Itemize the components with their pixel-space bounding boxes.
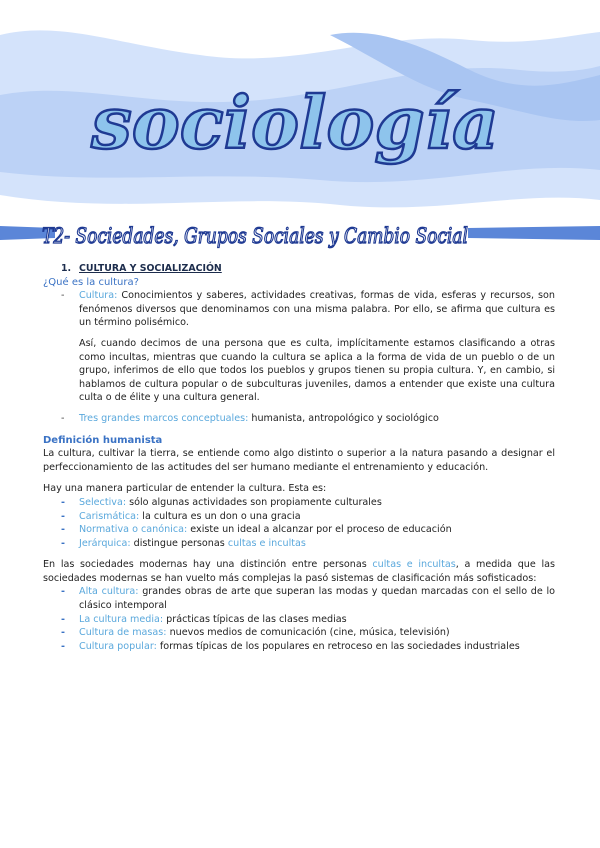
- list-item: [43, 640, 555, 654]
- modernas-text-pre: En las sociedades modernas hay una distinción entre personas: [43, 559, 373, 571]
- term: La cultura media:: [79, 613, 164, 625]
- title-sociologia: sociología: [91, 80, 499, 165]
- dash-bullet: -: [61, 640, 65, 652]
- dash-bullet: -: [61, 586, 65, 598]
- dash-bullet: -: [61, 412, 65, 424]
- term: Selectiva:: [79, 496, 127, 508]
- term-description: prácticas típicas de las clases medias: [163, 613, 347, 625]
- modernas-list: [43, 585, 555, 653]
- list-item: [43, 585, 555, 612]
- term: Cultura popular:: [79, 640, 157, 652]
- term-description: nuevos medios de comunicación (cine, música, televisión): [166, 627, 450, 639]
- manera-intro: Hay una manera particular de entender la cultura. Esta es:: [43, 483, 327, 495]
- list-item: [43, 626, 555, 640]
- definicion-paragraph: La cultura, cultivar la tierra, se entiende como algo distinto o superior a la natura pasando a designar el perfeccionamiento de las actitudes del ser humano mediante el entrenamiento y educación.: [43, 448, 555, 473]
- dash-bullet: -: [61, 510, 65, 522]
- term: Cultura de masas:: [79, 627, 167, 639]
- subtitle: T2- Sociedades, Grupos Sociales y Cambio Social: [42, 224, 468, 248]
- term-description: sólo algunas actividades son propiamente culturales: [126, 496, 382, 508]
- term-highlight: cultas e incultas: [227, 537, 306, 549]
- dash-bullet: -: [61, 613, 65, 625]
- dash-bullet: -: [61, 627, 65, 639]
- list-item: [43, 510, 555, 524]
- dash-bullet: -: [61, 537, 65, 549]
- list-item: [43, 289, 555, 330]
- term: Tres grandes marcos conceptuales:: [79, 412, 249, 424]
- list-item: [43, 523, 555, 537]
- definicion-heading: Definición humanista: [43, 434, 163, 446]
- term-description: distingue personas: [130, 537, 228, 549]
- term: Cultura:: [79, 290, 118, 302]
- modernas-text-post: , a medida que las sociedades modernas se han vuelto más complejas la pasó sistemas de clasificación más sofisticados:: [43, 559, 555, 584]
- term-description: humanista, antropológico y sociológico: [248, 412, 439, 424]
- list-item: [43, 496, 555, 510]
- term: Carismática:: [79, 510, 140, 522]
- document-body: [43, 262, 555, 653]
- section-number: 1.: [61, 263, 72, 274]
- term-description: la cultura es un don o una gracia: [139, 510, 301, 522]
- dash-bullet: -: [61, 524, 65, 536]
- list-item: [43, 537, 555, 551]
- list-item: [43, 613, 555, 627]
- term: Normativa o canónica:: [79, 524, 188, 536]
- dash-bullet: -: [61, 496, 65, 508]
- term: Jerárquica:: [79, 537, 131, 549]
- list-item: [43, 412, 555, 426]
- modernas-highlight: cultas e incultas: [372, 559, 456, 571]
- cultura-paragraph: Así, cuando decimos de una persona que es culta, implícitamente estamos clasificando a otras como incultas, mientras que cuando la cultura se aplica a la forma de vida de un pueblo o de un grupo, inferimos de ello que todos los pueblos y grupos tienen su propia cultura. Y, en cambio, si hablamos de cultura popular o de subculturas juveniles, damos a entender que existe una cultura culta o de élite y una cultura general.: [79, 337, 555, 404]
- cultura-list: [43, 289, 555, 330]
- term-description: existe un ideal a alcanzar por el proceso de educación: [187, 524, 452, 536]
- dash-bullet: -: [61, 290, 65, 302]
- term-description: grandes obras de arte que superan las modas y quedan marcadas con el sello de lo clásico intemporal: [79, 586, 556, 612]
- term: Alta cultura:: [79, 586, 139, 598]
- subtitle-bar-right: [468, 226, 600, 240]
- question-heading: ¿Qué es la cultura?: [43, 276, 139, 288]
- section-heading: [61, 262, 555, 276]
- marcos-list: [43, 412, 555, 426]
- manera-list: [43, 496, 555, 550]
- term-description: Conocimientos y saberes, actividades creativas, formas de vida, esferas y recursos, son fenómenos diversos que denominamos con una misma palabra. Por ello, se afirma que cultura es un término polisémico.: [79, 290, 555, 329]
- section-title: CULTURA Y SOCIALIZACIÓN: [79, 263, 222, 274]
- header-banner: [0, 0, 600, 260]
- modernas-paragraph: [43, 558, 555, 585]
- term-description: formas típicas de los populares en retroceso en las sociedades industriales: [156, 640, 520, 652]
